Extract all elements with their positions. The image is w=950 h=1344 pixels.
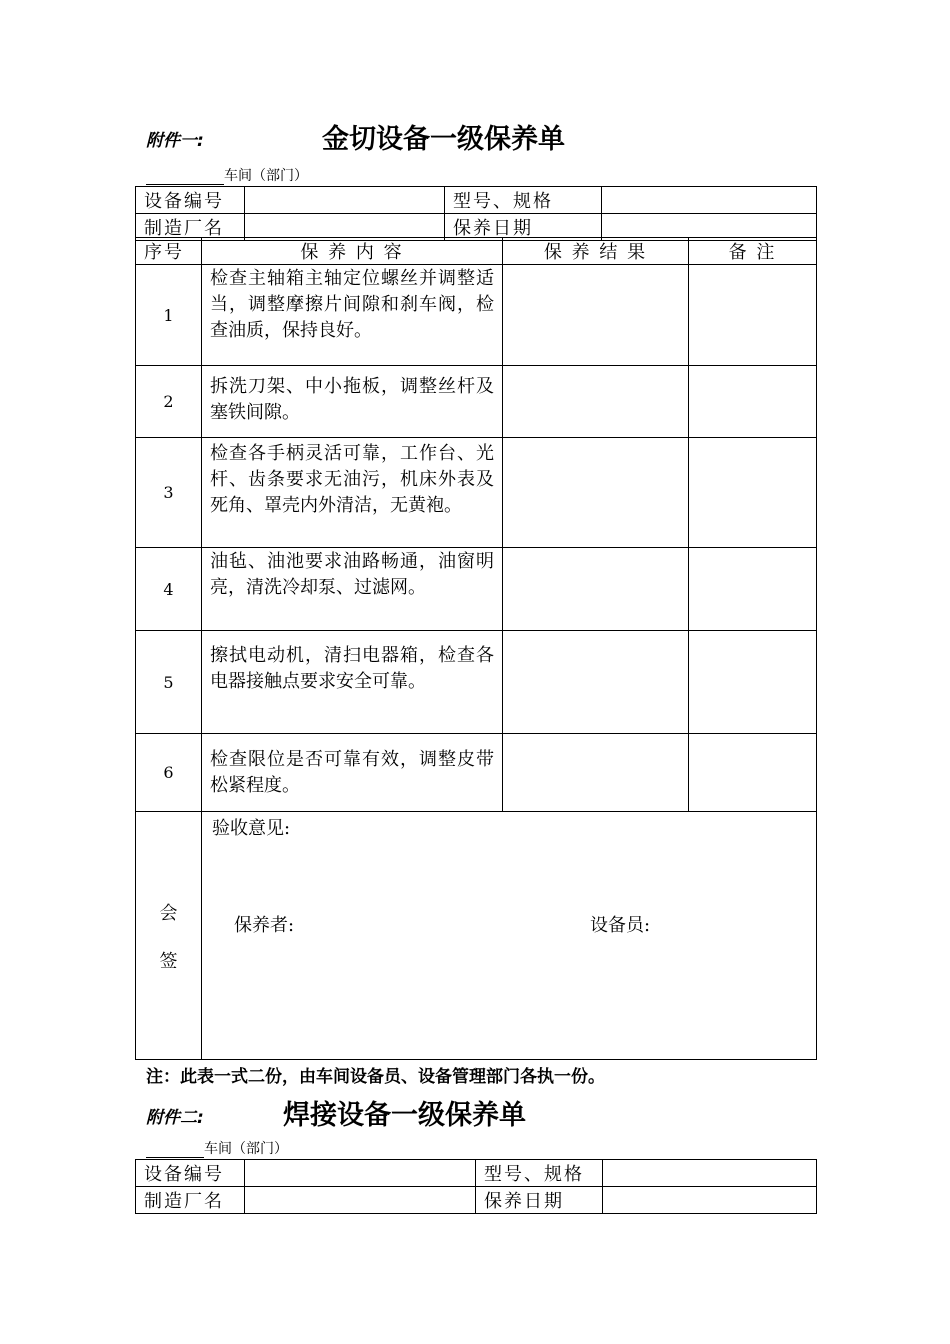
department-suffix: 车间（部门） <box>224 168 308 184</box>
header-remark: 备 注 <box>689 238 817 265</box>
acceptance-opinion-label: 验收意见: <box>212 818 291 839</box>
item-remark-field[interactable] <box>689 438 817 548</box>
form-2-title: 焊接设备一级保养单 <box>283 1100 526 1131</box>
department-suffix: 车间（部门） <box>204 1141 288 1157</box>
attachment-2-label: 附件二: <box>146 1108 204 1128</box>
form-1-footnote: 注：此表一式二份，由车间设备员、设备管理部门各执一份。 <box>146 1067 605 1087</box>
header-seq: 序号 <box>136 238 202 265</box>
item-remark-field[interactable] <box>689 734 817 812</box>
item-result-field[interactable] <box>503 631 689 734</box>
maker-field[interactable] <box>245 1187 476 1214</box>
form-1-items-table <box>135 237 817 1060</box>
model-label: 型号、规格 <box>445 187 602 214</box>
header-content: 保 养 内 容 <box>202 238 503 265</box>
item-remark-field[interactable] <box>689 631 817 734</box>
form-2-info-table <box>135 1159 817 1214</box>
signoff-label-bottom: 签 <box>159 950 178 972</box>
department-blank[interactable] <box>146 1143 204 1158</box>
attachment-1-label: 附件一: <box>146 131 204 151</box>
signoff-label-top: 会 <box>159 902 178 924</box>
table-row <box>136 734 817 812</box>
table-row <box>136 631 817 734</box>
item-remark-field[interactable] <box>689 548 817 631</box>
item-number: 4 <box>136 548 202 631</box>
maintainer-label: 保养者: <box>234 915 295 936</box>
date-field[interactable] <box>603 1187 817 1214</box>
form-2-department-line <box>146 1138 288 1158</box>
equip-no-label: 设备编号 <box>136 1160 245 1187</box>
form-1-department-line <box>146 165 308 185</box>
date-label: 保养日期 <box>445 214 602 241</box>
item-remark-field[interactable] <box>689 265 817 366</box>
item-number: 1 <box>136 265 202 366</box>
item-result-field[interactable] <box>503 366 689 438</box>
header-result: 保 养 结 果 <box>503 238 689 265</box>
equip-no-label: 设备编号 <box>136 187 245 214</box>
department-blank[interactable] <box>146 170 224 185</box>
item-content: 擦拭电动机，清扫电器箱，检查各电器接触点要求安全可靠。 <box>202 631 503 734</box>
table-row <box>136 438 817 548</box>
equip-no-field[interactable] <box>245 187 445 214</box>
item-content: 检查各手柄灵活可靠，工作台、光杆、齿条要求无油污，机床外表及死角、罩壳内外清洁，无黄袍。 <box>202 438 503 548</box>
item-number: 6 <box>136 734 202 812</box>
item-content: 检查限位是否可靠有效，调整皮带松紧程度。 <box>202 734 503 812</box>
table-row <box>136 548 817 631</box>
item-result-field[interactable] <box>503 438 689 548</box>
signoff-row <box>136 812 817 1060</box>
item-content: 检查主轴箱主轴定位螺丝并调整适当，调整摩擦片间隙和刹车阀，检查油质，保持良好。 <box>202 265 503 366</box>
item-number: 2 <box>136 366 202 438</box>
item-number: 3 <box>136 438 202 548</box>
item-result-field[interactable] <box>503 265 689 366</box>
signoff-label <box>136 812 202 1060</box>
signoff-area[interactable] <box>202 812 817 1060</box>
equip-no-field[interactable] <box>245 1160 476 1187</box>
table-row <box>136 366 817 438</box>
model-field[interactable] <box>603 1160 817 1187</box>
maker-label: 制造厂名 <box>136 1187 245 1214</box>
maker-label: 制造厂名 <box>136 214 245 241</box>
form-1-info-table <box>135 186 817 241</box>
item-result-field[interactable] <box>503 734 689 812</box>
item-number: 5 <box>136 631 202 734</box>
table-row <box>136 265 817 366</box>
date-label: 保养日期 <box>476 1187 603 1214</box>
equip-officer-label: 设备员: <box>590 915 651 936</box>
item-content: 拆洗刀架、中小拖板，调整丝杆及塞铁间隙。 <box>202 366 503 438</box>
item-remark-field[interactable] <box>689 366 817 438</box>
model-label: 型号、规格 <box>476 1160 603 1187</box>
item-content: 油毡、油池要求油路畅通，油窗明亮，清洗冷却泵、过滤网。 <box>202 548 503 631</box>
form-1-title: 金切设备一级保养单 <box>322 124 565 155</box>
model-field[interactable] <box>602 187 817 214</box>
item-result-field[interactable] <box>503 548 689 631</box>
